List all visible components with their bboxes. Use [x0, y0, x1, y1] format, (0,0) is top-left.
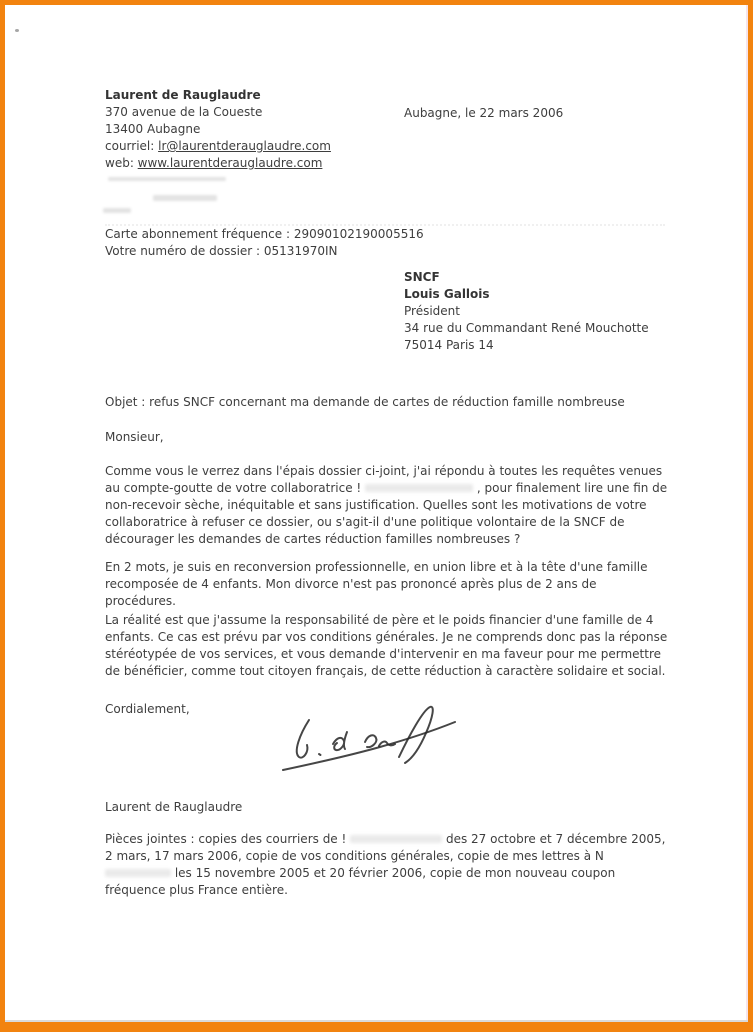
redacted-name [105, 869, 171, 877]
body-paragraph-1 [105, 463, 670, 548]
sender-name: Laurent de Rauglaudre [105, 88, 261, 102]
salutation: Monsieur, [105, 430, 164, 444]
redacted-line [153, 195, 217, 201]
handwritten-signature [275, 702, 465, 780]
closing: Cordialement, [105, 702, 190, 716]
subject-line: Objet : refus SNCF concernant ma demande de cartes de réduction famille nombreuse [105, 395, 625, 409]
body-paragraph-3: La réalité est que j'assume la responsabilité de père et le poids financier d'une famille de 4 enfants. Ce cas est prévu par vos conditions générales. Je ne comprends donc pas la réponse stéréotypée de vos services, et vous demande d'intervenir en ma faveur pour me permettre de bénéficier, comme tout citoyen français, de cette réduction à caractère solidaire et social. [105, 613, 668, 678]
sender-web-label: web: [105, 156, 138, 170]
sender-block [105, 87, 331, 172]
sender-web-line [105, 155, 331, 172]
paragraph-text: Comme vous le verrez dans l'épais dossier ci-joint, j'ai répondu à toutes les requêtes venues au compte-goutte de votre collaboratrice ! [105, 464, 663, 495]
recipient-org: SNCF [404, 270, 440, 284]
recipient-name: Louis Gallois [404, 287, 490, 301]
recipient-address-line1: 34 rue du Commandant René Mouchotte [404, 321, 649, 335]
reference-block [105, 226, 424, 260]
reference-dossier-number: Votre numéro de dossier : 05131970IN [105, 244, 338, 258]
body-paragraph-2: En 2 mots, je suis en reconversion professionnelle, en union libre et à la tête d'une famille recomposée de 4 enfants. Mon divorce n'est pas prononcé après plus de 2 ans de procédures. [105, 560, 648, 608]
redacted-line [108, 177, 226, 181]
sender-email-label: courriel: [105, 139, 159, 153]
scan-edge-artifact [746, 5, 748, 1027]
attachments-text: des 27 octobre et 7 décembre 2005, 2 mars, 17 mars 2006, copie de vos conditions générales, copie de mes lettres à N [105, 832, 666, 863]
redacted-name [365, 484, 473, 492]
sender-email-link: lr@laurentderauglaudre.com [158, 139, 331, 153]
sender-web-link: www.laurentderauglaudre.com [137, 156, 323, 170]
bottom-border-strip [5, 1022, 748, 1027]
sender-address-line2: 13400 Aubagne [105, 122, 201, 136]
sender-address-line1: 370 avenue de la Coueste [105, 105, 263, 119]
recipient-title: Président [404, 304, 460, 318]
dateline: Aubagne, le 22 mars 2006 [404, 106, 564, 120]
reference-card-number: Carte abonnement fréquence : 29090102190005516 [105, 227, 424, 241]
paragraph-text: , pour finalement lire une fin de non-recevoir sèche, inéquitable et sans justification. Quelles sont les motivations de votre collaboratrice à refuser ce dossier, ou s'agit-il d'une politique volontaire de la SNCF de décourager les demandes de cartes réduction familles nombreuses ? [105, 481, 668, 546]
sender-email-line [105, 138, 331, 155]
attachments-text: Pièces jointes : copies des courriers de ! [105, 832, 347, 846]
redacted-name [350, 835, 442, 843]
redacted-line [103, 208, 131, 213]
scan-speck [15, 29, 19, 32]
signer-name: Laurent de Rauglaudre [105, 800, 243, 814]
attachments-paragraph [105, 831, 670, 899]
recipient-address-line2: 75014 Paris 14 [404, 338, 494, 352]
recipient-block [404, 269, 649, 354]
attachments-text: les 15 novembre 2005 et 20 février 2006, copie de mon nouveau coupon fréquence plus France entière. [105, 866, 616, 897]
